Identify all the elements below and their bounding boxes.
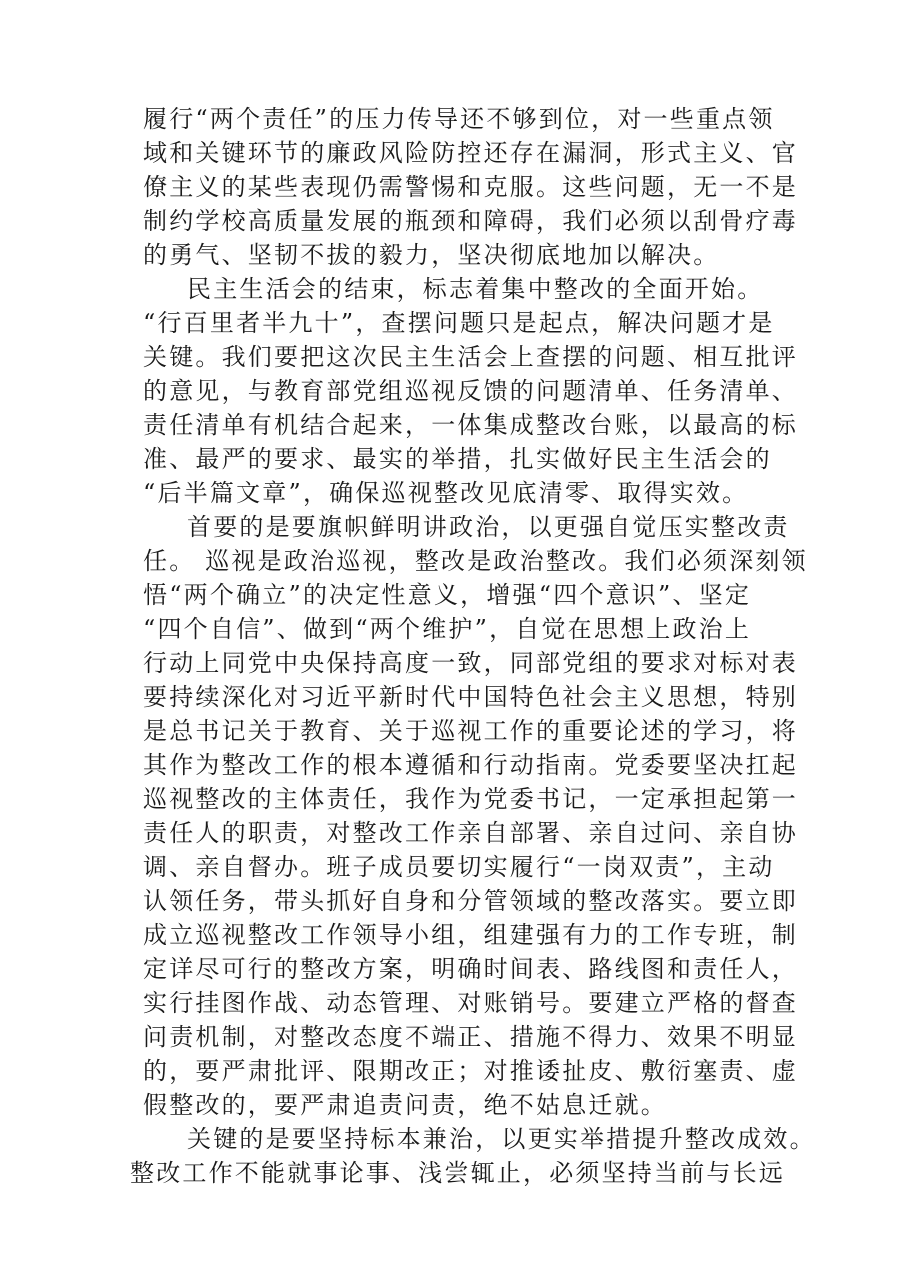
text-line: 责任人的职责，对整改工作亲自部署、亲自过问、亲自协 [143,819,798,847]
text-line: 成立巡视整改工作领导小组，组建强有力的工作专班，制 [143,921,798,949]
text-line: 准、最严的要求、最实的举措，扎实做好民主生活会的 [143,445,772,473]
text-line: 行动上同党中央保持高度一致，同部党组的要求对标对表 [143,649,798,677]
text-line: 悟“两个确立”的决定性意义，增强“四个意识”、坚定 [143,581,752,609]
text-line: 认领任务，带头抓好自身和分管领域的整改落实。要立即 [143,887,798,915]
text-line: 的，要严肃批评、限期改正；对推诿扯皮、敷衍塞责、虚 [143,1057,798,1085]
text-line: 责任清单有机结合起来，一体集成整改台账，以最高的标 [143,411,798,439]
paragraph-start-line: 首要的是要旗帜鲜明讲政治，以更强自觉压实整改责 [187,513,790,541]
text-line: 实行挂图作战、动态管理、对账销号。要建立严格的督查 [143,989,798,1017]
paragraph-start-line: 关键的是要坚持标本兼治，以更实举措提升整改成效。 [187,1125,816,1153]
text-line: 任。 巡视是政治巡视，整改是政治整改。我们必须深刻领 [143,547,808,575]
text-line: 问责机制，对整改态度不端正、措施不得力、效果不明显 [143,1023,798,1051]
text-line: 履行“两个责任”的压力传导还不够到位，对一些重点领 [143,105,775,133]
text-line: 域和关键环节的廉政风险防控还存在漏洞，形式主义、官 [143,139,798,167]
paragraph-start-line: 民主生活会的结束，标志着集中整改的全面开始。 [187,275,764,303]
text-line: 定详尽可行的整改方案，明确时间表、路线图和责任人， [143,955,798,983]
document-body [130,102,816,1190]
text-line: 假整改的，要严肃追责问责，绝不姑息迁就。 [143,1091,667,1119]
text-line: “后半篇文章”，确保巡视整改见底清零、取得实效。 [143,479,749,507]
text-line: 整改工作不能就事论事、浅尝辄止，必须坚持当前与长远 [130,1159,785,1187]
text-line: “四个自信”、做到“两个维护”，自觉在思想上政治上 [143,615,752,643]
text-line: 僚主义的某些表现仍需警惕和克服。这些问题，无一不是 [143,173,798,201]
text-line: 的勇气、坚韧不拔的毅力，坚决彻底地加以解决。 [143,241,720,269]
text-line: 巡视整改的主体责任，我作为党委书记，一定承担起第一 [143,785,798,813]
text-line: 调、亲自督办。班子成员要切实履行“一岗双责”，主动 [143,853,775,881]
text-line: 是总书记关于教育、关于巡视工作的重要论述的学习，将 [143,717,798,745]
text-line: 要持续深化对习近平新时代中国特色社会主义思想，特别 [143,683,798,711]
text-line: 制约学校高质量发展的瓶颈和障碍，我们必须以刮骨疗毒 [143,207,798,235]
text-line: “行百里者半九十”，查摆问题只是起点，解决问题才是 [143,309,775,337]
text-line: 关键。我们要把这次民主生活会上查摆的问题、相互批评 [143,343,798,371]
text-line: 其作为整改工作的根本遵循和行动指南。党委要坚决扛起 [143,751,798,779]
text-line: 的意见，与教育部党组巡视反馈的问题清单、任务清单、 [143,377,798,405]
